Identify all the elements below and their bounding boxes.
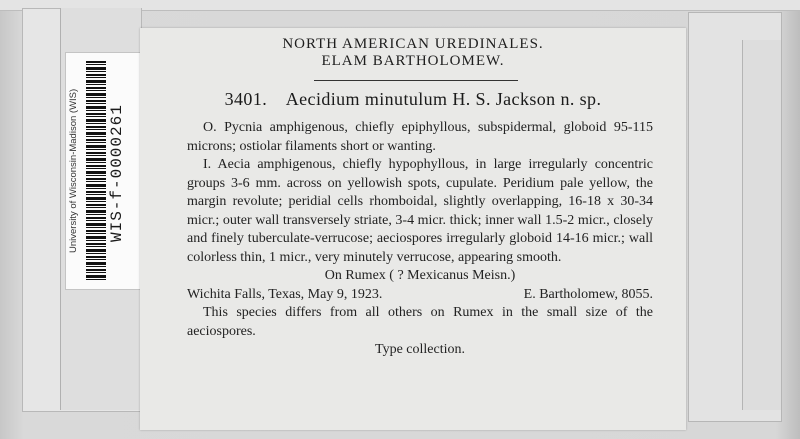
species-heading [140, 89, 686, 110]
collector-number: E. Bartholomew, 8055. [523, 286, 653, 302]
locality-date: Wichita Falls, Texas, May 9, 1923. [187, 286, 383, 302]
aecia-description: I. Aecia amphigenous, chiefly hypophyllous, in large irregularly concentric groups 3-6 mm. across on yellowish spots, cupulate. Peridium pale yellow, the margin revolute; peridial cells rhomboidal, slightly overlapping, 16-18 x 30-34 micr.; outer wall transversely striate, 3-4 micr. thick; inner wall 1.5-2 micr., closely and finely tuberculate-verrucose; aeciospores irregularly globoid 14-16 micr.; wall colorless thin, 1 micr., very minutely verrucose, appearing smooth. [187, 157, 653, 265]
species-number: 3401. [224, 89, 268, 109]
title-divider [314, 80, 518, 81]
collector-title: ELAM BARTHOLOMEW. [321, 53, 505, 69]
barcode-number: WIS-f-0000261 [108, 104, 126, 242]
barcode-label [65, 52, 141, 290]
species-note: This species differs from all others on Rumex in the small size of the aeciospores. [187, 305, 653, 339]
host-line: On Rumex ( ? Mexicanus Meisn.) [324, 268, 516, 283]
label-body [187, 119, 653, 360]
collection-line [187, 286, 653, 305]
pycnia-description: O. Pycnia amphigenous, chiefly epiphyllous, subspidermal, globoid 95-115 microns; ostiolar filaments short or wanting. [187, 120, 653, 154]
barcode-institution: University of Wisconsin-Madison (WIS) [68, 88, 79, 254]
barcode-icon [86, 61, 106, 281]
species-name: Aecidium minutulum H. S. Jackson n. sp. [285, 89, 602, 109]
type-note: Type collection. [375, 342, 465, 357]
packet-fold-right-inner [742, 40, 781, 410]
specimen-label [140, 28, 686, 430]
series-title: NORTH AMERICAN UREDINALES. [282, 36, 544, 52]
